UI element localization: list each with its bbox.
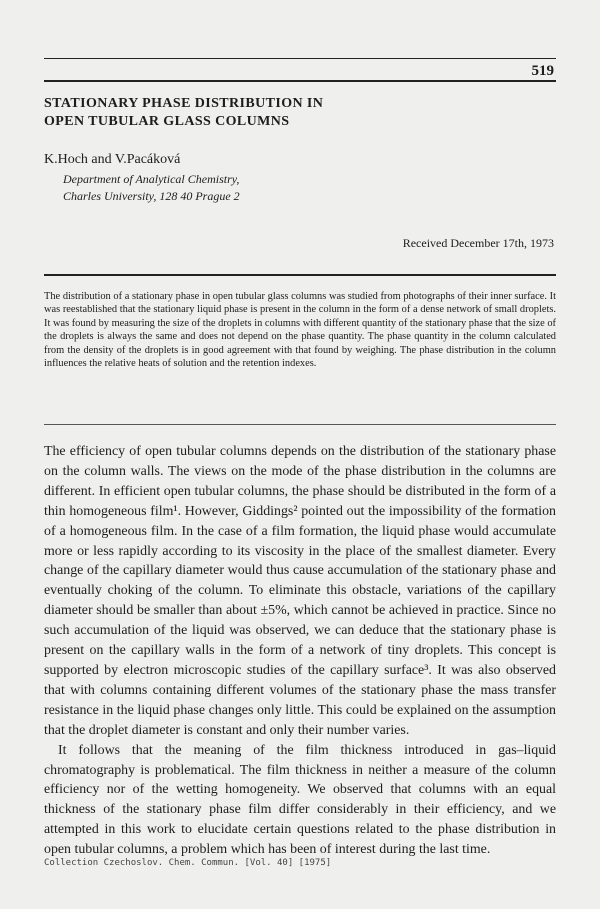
affiliation-line-1: Department of Analytical Chemistry, [63, 172, 240, 186]
title-line-2: OPEN TUBULAR GLASS COLUMNS [44, 114, 290, 129]
abstract-top-rule [44, 274, 556, 276]
title-line-1: STATIONARY PHASE DISTRIBUTION IN [44, 96, 324, 111]
authors: K.Hoch and V.Pacáková [44, 152, 181, 167]
top-rule-thin [44, 58, 556, 59]
received-date: Received December 17th, 1973 [402, 236, 554, 250]
page-number: 519 [531, 63, 554, 79]
body-text [44, 442, 556, 860]
abstract: The distribution of a stationary phase in open tubular glass columns was studied from photographs of their inner surface. It was reestablished that the stationary liquid phase is present in the column in the form of a dense network of small droplets. It was found by measuring the size of the droplets in columns with different quantity of the stationary phase that the size of the droplets is always the same and does not depend on the phase quantity. The phase quantity in the column calculated from the density of the droplets is in good agreement with that found by weighing. The phase distribution in the column influences the relative heats of solution and the retention indexes. [44, 291, 556, 370]
abstract-bottom-rule [44, 424, 556, 425]
paragraph-2: It follows that the meaning of the film thickness introduced in gas–liquid chromatography is problematical. The film thickness in neither a measure of the column efficiency nor of the wetting homogeneity. We observed that columns with an equal thickness of the stationary phase film differ considerably in their efficiency, and we attempted in this work to elucidate certain questions related to the phase distribution in open tubular columns, a problem which has been of interest during the last time. [44, 742, 556, 858]
journal-footer: Collection Czechoslov. Chem. Commun. [Vol. 40] [1975] [44, 858, 332, 868]
affiliation-line-2: Charles University, 128 40 Prague 2 [63, 189, 240, 203]
paragraph-1: The efficiency of open tubular columns depends on the distribution of the stationary phase on the column walls. The views on the mode of the phase distribution in the columns are different. In efficient open tubular columns, the phase should be distributed in the form of a thin homogeneous film¹. However, Giddings² pointed out the impossibility of the formation of a homogeneous film. In the case of a film formation, the liquid phase would accumulate more or less rapidly according to its viscosity in the place of the smallest diameter. Every change of the capillary diameter would thus cause accumulation of the stationary phase and eventually choking of the column. To eliminate this obstacle, variations of the capillary diameter should be smaller than about ±5%, which cannot be achieved in practice. Since no such accumulation of the liquid was observed, we can deduce that the stationary phase is present on the capillary walls in the form of a network of tiny droplets. This concept is supported by electron microscopic studies of the capillary surface³. It was also observed that with columns containing different volumes of the stationary phase the mass transfer resistance in the liquid phase changes only little. This could be explained on the assumption that the droplet diameter is constant and only their number varies. [44, 444, 556, 738]
article-title [44, 95, 524, 131]
header-rule [44, 80, 556, 82]
